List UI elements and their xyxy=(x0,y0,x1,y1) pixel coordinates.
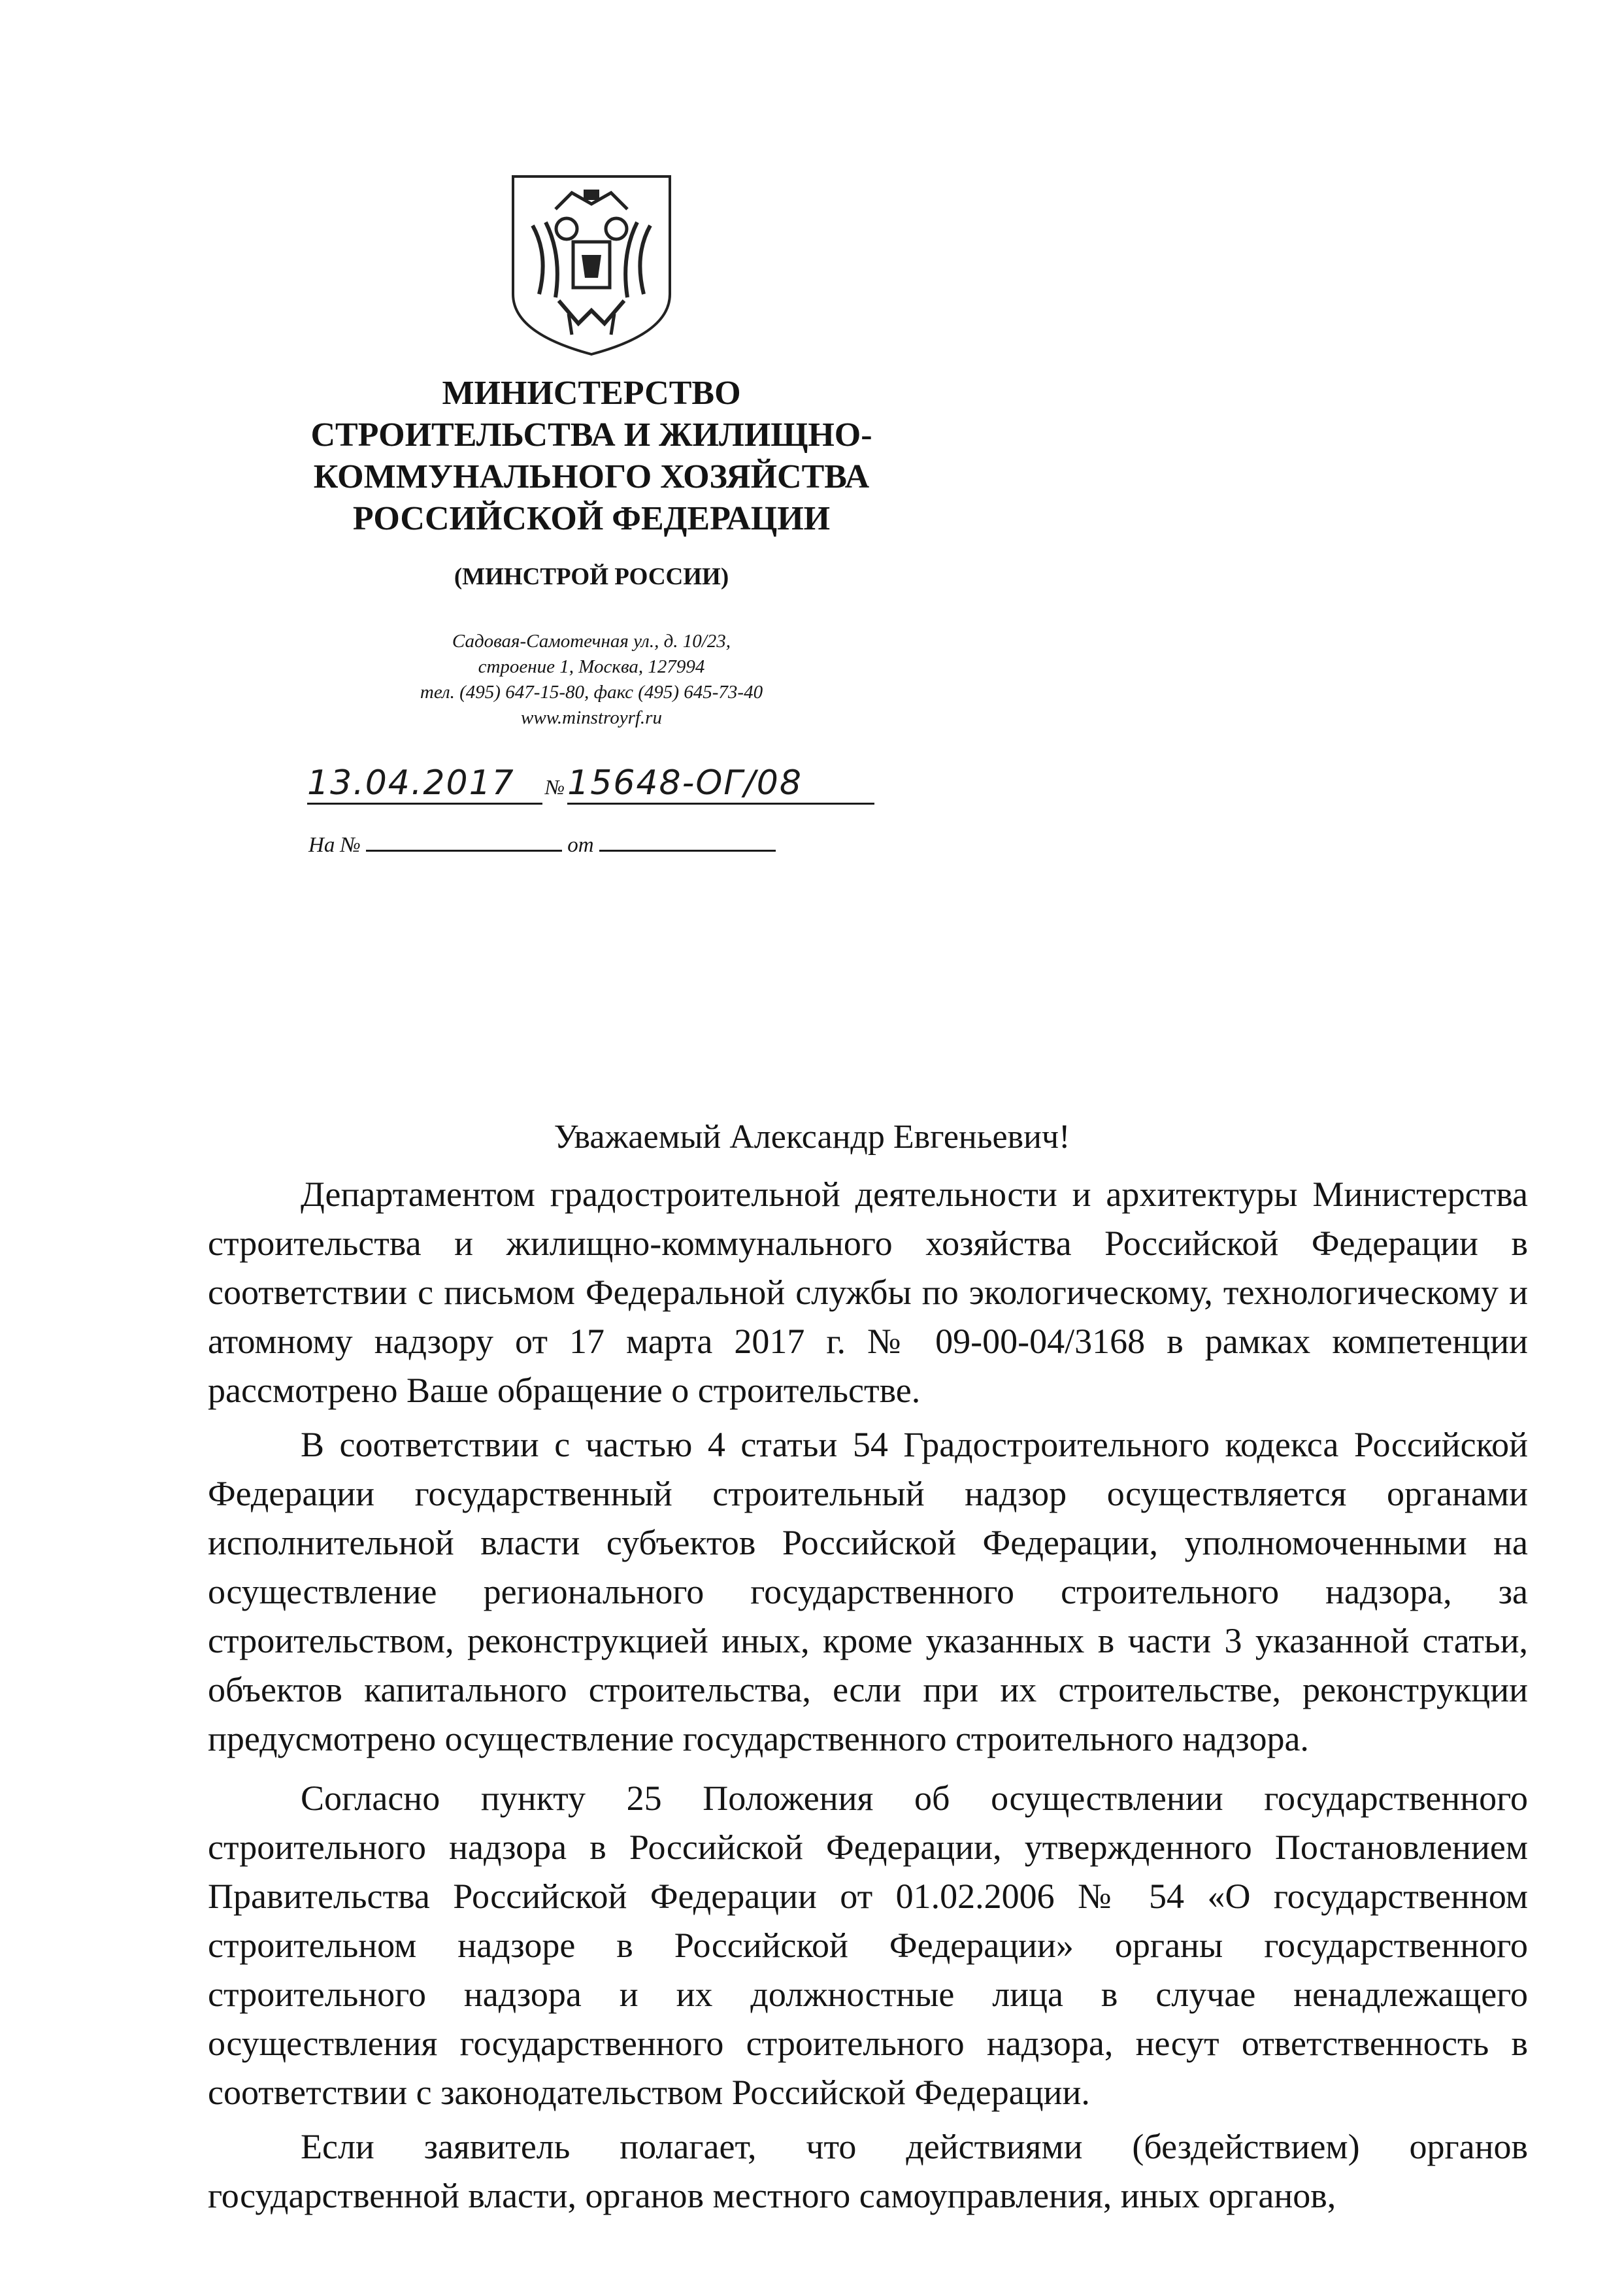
reply-reference xyxy=(308,830,776,858)
reply-number-label: На № xyxy=(308,833,361,857)
reply-date-label: от xyxy=(567,833,594,857)
coat-of-arms-emblem xyxy=(493,163,689,360)
ministry-name-line: МИНИСТЕРСТВО xyxy=(442,375,741,412)
letter-body xyxy=(208,1170,1528,2220)
ministry-address xyxy=(255,629,928,731)
ministry-name-line: РОССИЙСКОЙ ФЕДЕРАЦИИ xyxy=(352,500,831,537)
number-sign: № xyxy=(545,775,565,799)
address-line: строение 1, Москва, 127994 xyxy=(478,656,705,677)
body-paragraph: Если заявитель полагает, что действиями (бездействием) органов государственной власти, органов местного самоуправления, иных органов, xyxy=(208,2127,1528,2215)
address-line: тел. (495) 647-15-80, факс (495) 645-73-40 xyxy=(420,682,763,703)
letter-date: 13.04.2017 xyxy=(307,763,542,805)
ministry-name xyxy=(255,373,928,540)
ministry-name-line: СТРОИТЕЛЬСТВА И ЖИЛИЩНО- xyxy=(310,416,872,454)
address-line: Садовая-Самотечная ул., д. 10/23, xyxy=(452,631,731,652)
body-paragraph: Согласно пункту 25 Положения об осуществлении государственного строительного надзора в Российской Федерации, утвержденного Постановлением Правительства Российской Федерации от 01.02.2006 № 54 «О государственном строительном надзоре в Российской Федерации» органы государственного строительного надзора и их должностные лица в случае ненадлежащего осуществления государственного строительного надзора, несут ответственность в соответствии с законодательством Российской Федерации. xyxy=(208,1779,1528,2112)
outgoing-registration xyxy=(307,763,874,805)
reply-number-blank xyxy=(366,830,562,852)
reply-date-blank xyxy=(599,830,776,852)
letter-number: 15648-ОГ/08 xyxy=(567,763,874,805)
body-paragraph: Департаментом градостроительной деятельности и архитектуры Министерства строительства и жилищно-коммунального хозяйства Российской Федерации в соответствии с письмом Федеральной службы по экологическому, технологическому и атомному надзору от 17 марта 2017 г. № 09-00-04/3168 в рамках компетенции рассмотрено Ваше обращение о строительстве. xyxy=(208,1175,1528,1410)
ministry-abbreviation: (МИНСТРОЙ РОССИИ) xyxy=(454,563,729,590)
salutation: Уважаемый Александр Евгеньевич! xyxy=(554,1118,1070,1156)
website-url: www.minstroyrf.ru xyxy=(521,707,662,728)
body-paragraph: В соответствии с частью 4 статьи 54 Градостроительного кодекса Российской Федерации государственный строительный надзор осуществляется органами исполнительной власти субъектов Российской Федерации, уполномоченными на осуществление регионального государственного строительного надзора, за строительством, реконструкцией иных, кроме указанных в части 3 указанной статьи, объектов капитального строительства, если при их строительстве, реконструкции предусмотрено осуществление государственного строительного надзора. xyxy=(208,1425,1528,1758)
ministry-name-line: КОММУНАЛЬНОГО ХОЗЯЙСТВА xyxy=(313,458,870,495)
